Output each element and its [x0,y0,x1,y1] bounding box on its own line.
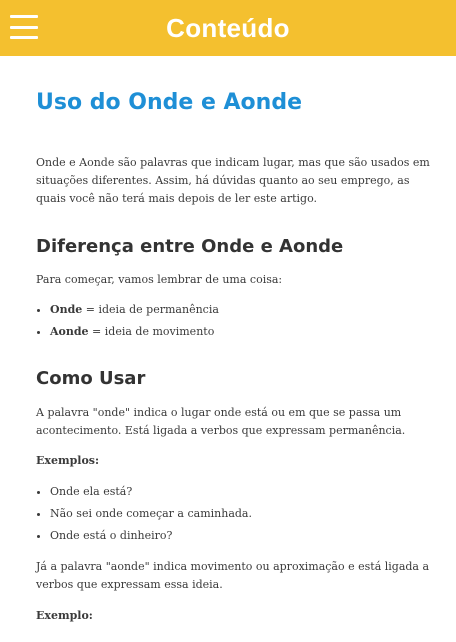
section-heading-como-usar: Como Usar [36,367,146,389]
section-heading-diferenca: Diferença entre Onde e Aonde [36,236,344,258]
intro-paragraph: Onde e Aonde são palavras que indicam lugar, mas que são usados em situações diferentes. Assim, há dúvidas quanto ao seu emprego, as quais você não terá mais depois de ler este artigo. [36,156,430,206]
term-aonde: Aonde [50,324,89,338]
term-definition: = ideia de movimento [88,324,215,338]
examples-list [36,483,434,545]
article-title: Uso do Onde e Aonde [36,90,302,115]
list-item [50,301,434,319]
example-item: • Onde está o dinheiro? [50,527,434,545]
app-bar-title: Conteúdo [166,12,290,43]
section-paragraph: Já a palavra "aonde" indica movimento ou aproximação e está ligada a verbos que expressam essa ideia. [36,559,430,591]
hamburger-menu-icon[interactable] [10,15,38,39]
example-item: • Onde ela está? [50,483,434,501]
term-onde: Onde [50,302,83,316]
definition-list [36,301,434,341]
term-definition: = ideia de permanência [82,302,219,316]
article-content [0,90,456,625]
example-label: Exemplo: [36,608,93,622]
example-item: • Não sei onde começar a caminhada. [50,505,434,523]
list-item [50,323,434,341]
app-bar [0,0,456,56]
section-paragraph: Para começar, vamos lembrar de uma coisa: [36,272,283,286]
section-paragraph: A palavra "onde" indica o lugar onde está ou em que se passa um acontecimento. Está ligada a verbos que expressam permanência. [36,405,406,437]
examples-label: Exemplos: [36,453,100,467]
